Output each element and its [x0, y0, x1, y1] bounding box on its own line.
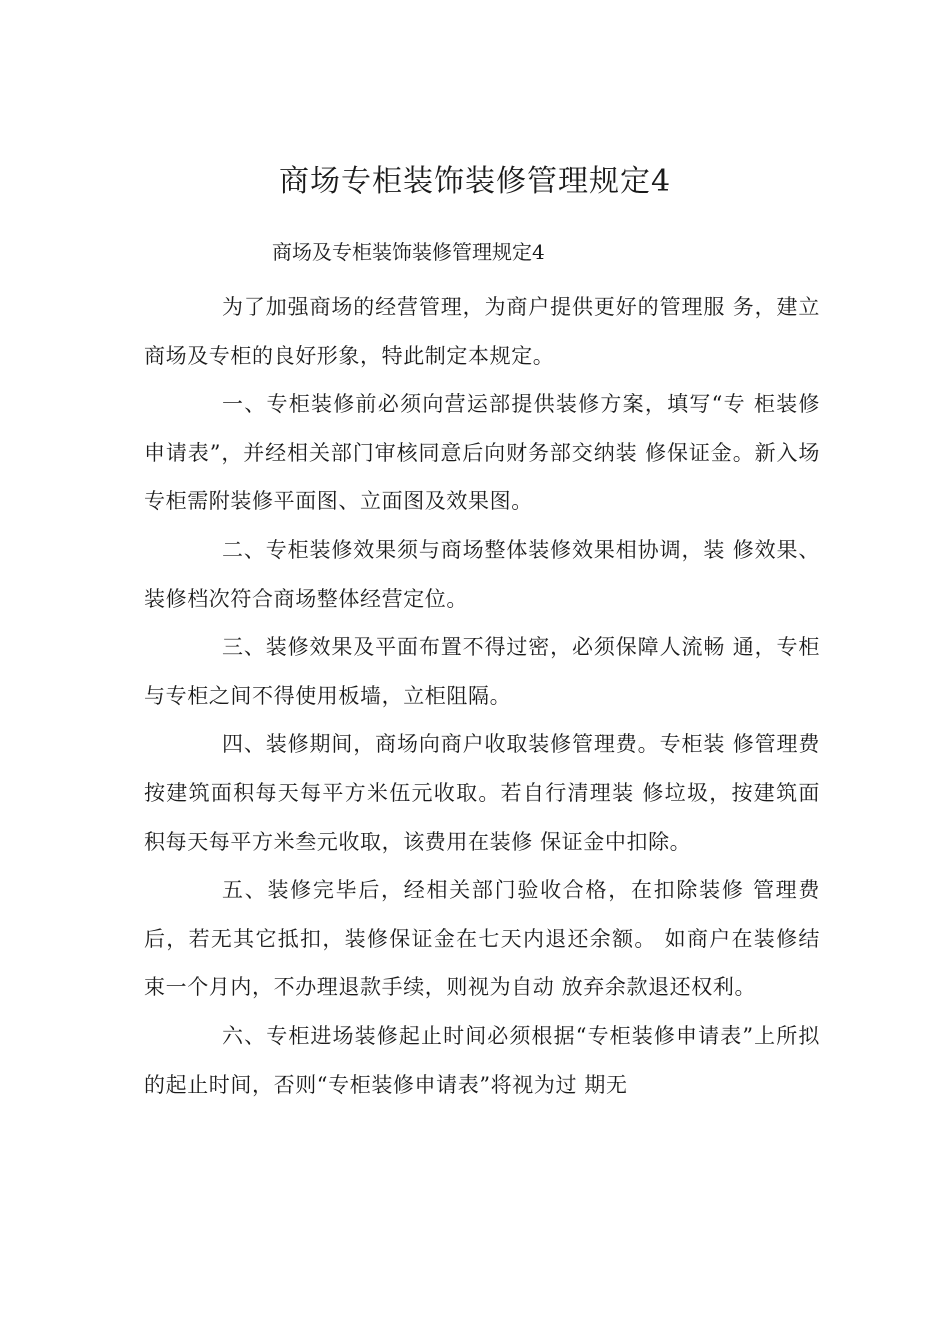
clause-2-paragraph: 二、专柜装修效果须与商场整体装修效果相协调，装 修效果、装修档次符合商场整体经营定位。	[144, 537, 820, 611]
clause-6-paragraph: 六、专柜进场装修起止时间必须根据“专柜装修申请表”上所拟的起止时间，否则“专柜装修申请表”将视为过 期无	[144, 1023, 820, 1097]
clause-1-paragraph: 一、专柜装修前必须向营运部提供装修方案，填写“专 柜装修申请表”，并经相关部门审核同意后向财务部交纳装 修保证金。新入场专柜需附装修平面图、立面图及效果图。	[144, 392, 820, 514]
document-subtitle: 商场及专柜装饰装修管理规定4	[272, 240, 545, 264]
clause-4-paragraph: 四、装修期间，商场向商户收取装修管理费。专柜装 修管理费按建筑面积每天每平方米伍元收取。若自行清理装 修垃圾，按建筑面积每天每平方米叁元收取，该费用在装修 保证金中扣除。	[144, 732, 820, 854]
document-body	[144, 283, 820, 1109]
clause-3-paragraph: 三、装修效果及平面布置不得过密，必须保障人流畅 通，专柜与专柜之间不得使用板墙，立柜阻隔。	[144, 635, 820, 708]
document-title: 商场专柜装饰装修管理规定4	[278, 164, 672, 199]
intro-paragraph: 为了加强商场的经营管理，为商户提供更好的管理服 务，建立商场及专柜的良好形象，特此制定本规定。	[144, 295, 820, 368]
clause-5-paragraph: 五、装修完毕后，经相关部门验收合格，在扣除装修 管理费后，若无其它抵扣，装修保证金在七天内退还余额。 如商户在装修结束一个月内，不办理退款手续，则视为自动 放弃余款退还权利。	[144, 878, 820, 1000]
